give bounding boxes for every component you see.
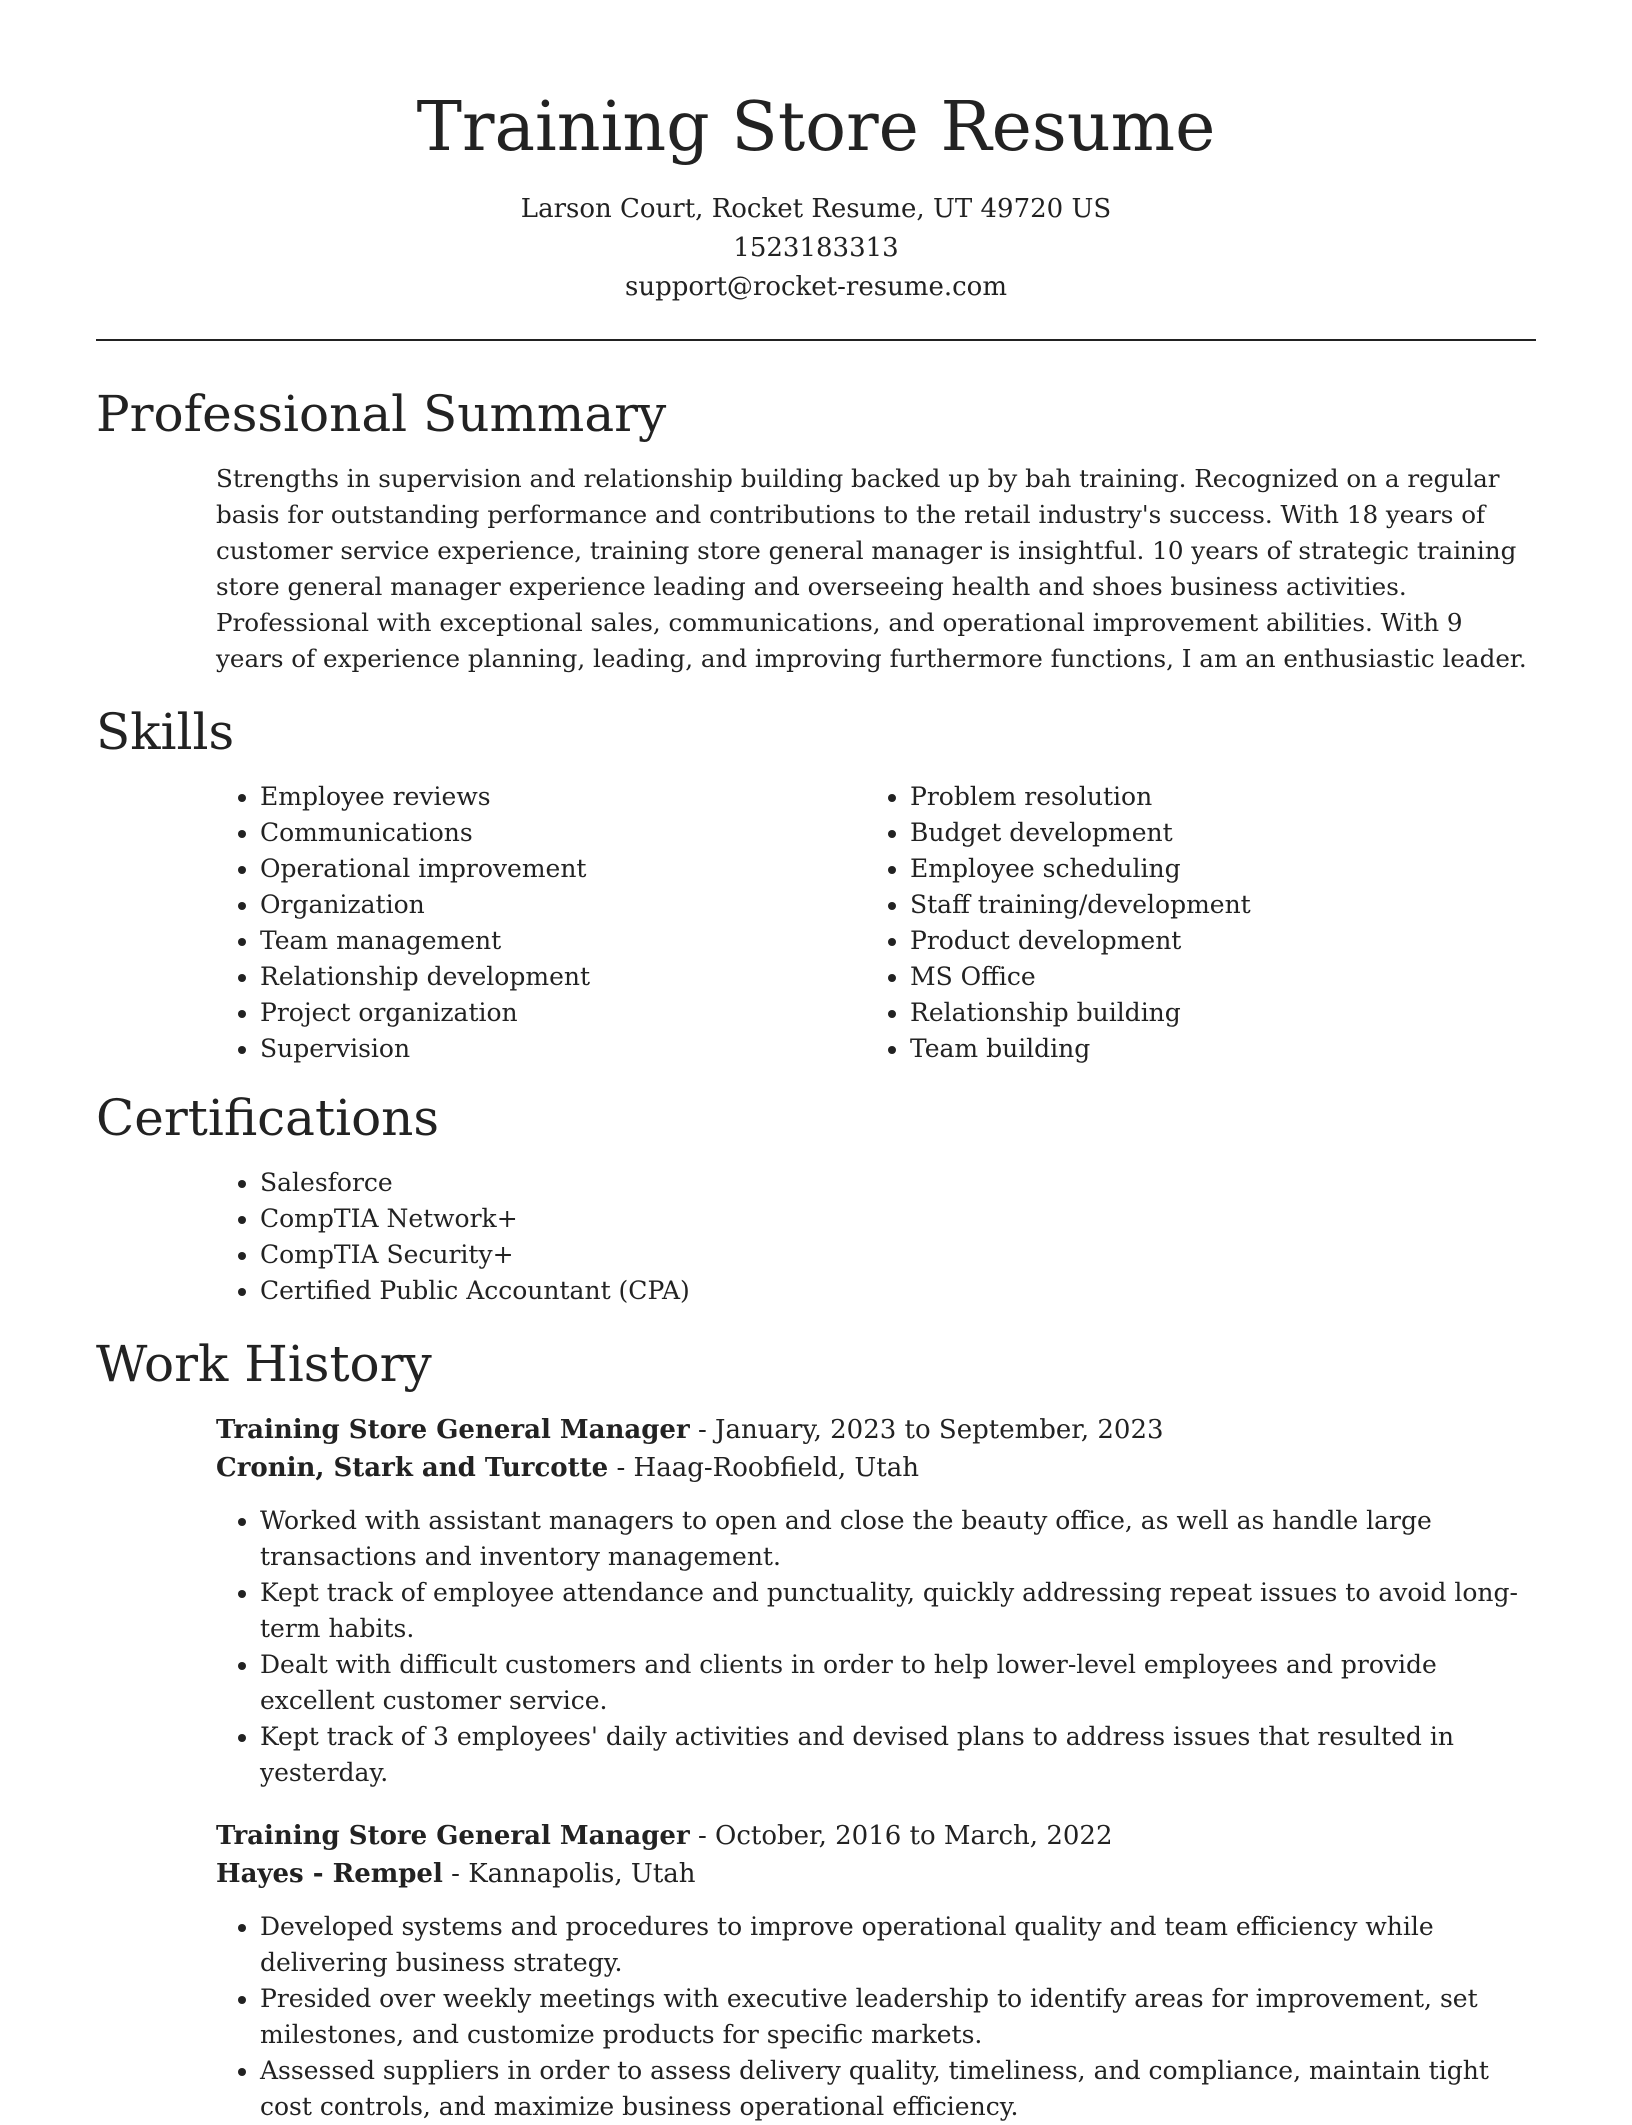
separator: -	[689, 1821, 716, 1851]
certifications-list	[96, 1165, 1536, 1309]
skill-item: • Problem resolution	[910, 779, 1396, 815]
skill-item: • Communications	[260, 815, 746, 851]
skill-item: • Staff training/development	[910, 887, 1396, 923]
contact-address: Larson Court, Rocket Resume, UT 49720 US	[520, 194, 1112, 224]
skill-item: • Supervision	[260, 1031, 746, 1067]
skill-item: • Product development	[910, 923, 1396, 959]
skill-item: • MS Office	[910, 959, 1396, 995]
job-role: Training Store General Manager	[216, 1821, 690, 1851]
skills-columns	[96, 779, 1536, 1067]
duty-item: • Developed systems and procedures to improve operational quality and team efficiency while delivering business strategy.	[260, 1909, 1536, 1981]
job-entry	[216, 1411, 1536, 1791]
summary-text: Strengths in supervision and relationship building backed up by bah training. Recognized on a regular basis for outstanding performance and contributions to the retail industry's success. With 18 years of customer service experience, training store general manager is insightful. 10 years of strategic training store general manager experience leading and overseeing health and shoes business activities. Professional with exceptional sales, communications, and operational improvement abilities. With 9 years of experience planning, leading, and improving furthermore functions, I am an enthusiastic leader.	[216, 464, 1527, 673]
contact-block	[96, 190, 1536, 307]
certification-item: • Certified Public Accountant (CPA)	[260, 1273, 1536, 1309]
job-company-line	[216, 1449, 1536, 1487]
job-entry	[216, 1817, 1536, 2125]
certifications-heading: Certifications	[96, 1089, 440, 1147]
skills-list-left	[96, 779, 746, 1067]
job-duties-list	[216, 1909, 1536, 2125]
skill-item: • Employee reviews	[260, 779, 746, 815]
job-title-line	[216, 1411, 1536, 1449]
skill-item: • Budget development	[910, 815, 1396, 851]
skill-item: • Team building	[910, 1031, 1396, 1067]
skill-item: • Project organization	[260, 995, 746, 1031]
duty-item: • Kept track of 3 employees' daily activities and devised plans to address issues that resulted in yesterday.	[260, 1719, 1536, 1791]
skill-item: • Employee scheduling	[910, 851, 1396, 887]
resume-header	[96, 0, 1536, 307]
summary-heading: Professional Summary	[96, 385, 667, 443]
skills-heading: Skills	[96, 703, 235, 761]
job-company-line	[216, 1855, 1536, 1893]
certification-item: • Salesforce	[260, 1165, 1536, 1201]
separator: -	[442, 1859, 469, 1889]
job-company: Cronin, Stark and Turcotte	[216, 1453, 609, 1483]
skill-item: • Relationship development	[260, 959, 746, 995]
duty-item: • Presided over weekly meetings with executive leadership to identify areas for improvement, set milestones, and customize products for specific markets.	[260, 1981, 1536, 2053]
job-dates: January, 2023 to September, 2023	[715, 1415, 1164, 1445]
skills-list-right	[746, 779, 1396, 1067]
skill-item: • Organization	[260, 887, 746, 923]
resume-title: Training Store Resume	[416, 88, 1216, 167]
separator: -	[608, 1453, 634, 1483]
skill-item: • Team management	[260, 923, 746, 959]
job-dates: October, 2016 to March, 2022	[715, 1821, 1113, 1851]
duty-item: • Dealt with difficult customers and clients in order to help lower-level employees and provide excellent customer service.	[260, 1647, 1536, 1719]
job-title-line	[216, 1817, 1536, 1855]
certification-item: • CompTIA Network+	[260, 1201, 1536, 1237]
job-role: Training Store General Manager	[216, 1415, 690, 1445]
skill-item: • Operational improvement	[260, 851, 746, 887]
duty-item: • Kept track of employee attendance and punctuality, quickly addressing repeat issues to avoid long-term habits.	[260, 1575, 1536, 1647]
job-company: Hayes - Rempel	[216, 1859, 443, 1889]
separator: -	[689, 1415, 716, 1445]
duty-item: • Assessed suppliers in order to assess delivery quality, timeliness, and compliance, maintain tight cost controls, and maximize business operational efficiency.	[260, 2053, 1536, 2125]
contact-email: support@rocket-resume.com	[624, 272, 1007, 302]
contact-phone: 1523183313	[733, 233, 899, 263]
job-duties-list	[216, 1503, 1536, 1791]
certification-item: • CompTIA Security+	[260, 1237, 1536, 1273]
skill-item: • Relationship building	[910, 995, 1396, 1031]
duty-item: • Worked with assistant managers to open and close the beauty office, as well as handle large transactions and inventory management.	[260, 1503, 1536, 1575]
header-divider	[96, 339, 1536, 341]
job-location: Kannapolis, Utah	[468, 1859, 696, 1889]
work-history-heading: Work History	[96, 1335, 432, 1393]
resume-page	[96, 0, 1536, 2125]
job-location: Haag-Roobfield, Utah	[633, 1453, 919, 1483]
